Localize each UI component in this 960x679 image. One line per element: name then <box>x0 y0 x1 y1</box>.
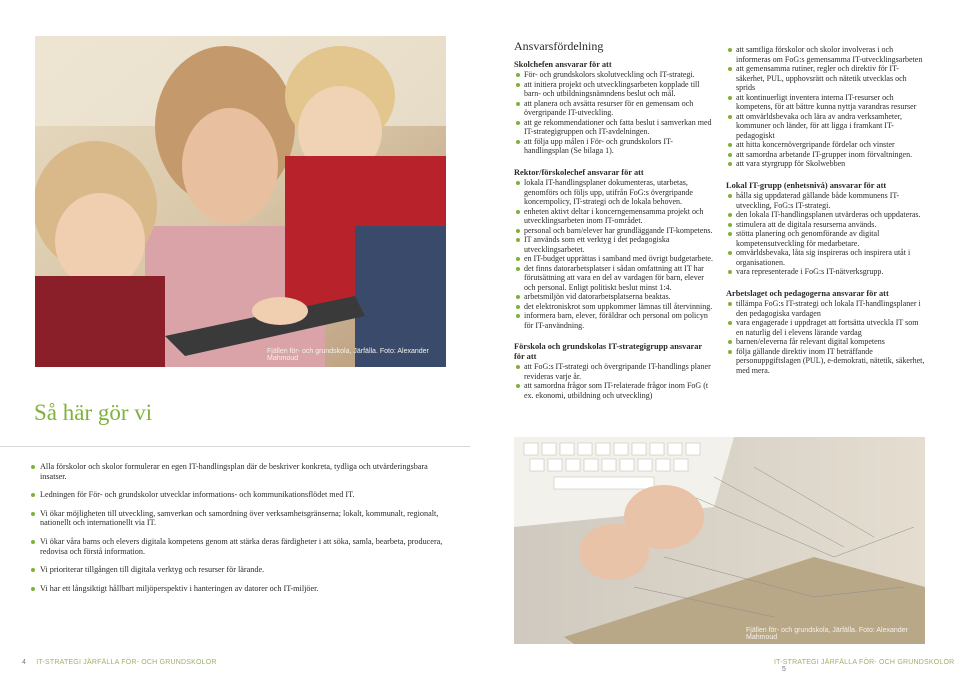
section-heading: Ansvarsfördelning <box>514 39 604 53</box>
list-item: personal och barn/elever har grundläggande IT-kompetens. <box>514 226 714 236</box>
list-item: att gemensamma rutiner, regler och direktiv för IT-säkerhet, PUL, upphovsrätt och nätetik utvecklas och sprids <box>726 64 926 93</box>
list-item: en IT-budget upprättas i samband med övrigt budgetarbete. <box>514 254 714 264</box>
list-item: arbetsmiljön vid datorarbetsplatserna beaktas. <box>514 292 714 302</box>
list-item: hålla sig uppdaterad gällande både kommunens IT-utveckling, FoG:s IT-strategi. <box>726 191 926 210</box>
responsibility-column-1 <box>514 39 714 400</box>
divider <box>0 446 470 447</box>
list-item: stimulera att de digitala resurserna används. <box>726 220 926 230</box>
list-item: det elektroniskrot som uppkommer lämnas till återvinning. <box>514 302 714 312</box>
list-item: att samordna arbetande IT-grupper inom förvaltningen. <box>726 150 926 160</box>
list-item: vara representerade i FoG:s IT-nätverksgrupp. <box>726 267 926 277</box>
list-item: att följa upp målen i För- och grundskolors IT-handlingsplan (Se bilaga 1). <box>514 137 714 156</box>
list-item: tillämpa FoG:s IT-strategi och lokala IT-handlingsplaner i den pedagogiska vardagen <box>726 299 926 318</box>
group-title: Rektor/förskolechef ansvarar för att <box>514 167 644 177</box>
list-item: enheten aktivt deltar i koncerngemensamma projekt och utvecklingsarbeten inom IT-området. <box>514 207 714 226</box>
page-number: 5 <box>782 666 787 673</box>
group-title: Förskola och grundskolas IT-strategigrupp ansvarar för att <box>514 342 702 361</box>
list-item: För- och grundskolors skolutveckling och IT-strategi. <box>514 70 714 80</box>
list-item: att ge rekommendationer och fatta beslut i samverkan med IT-strategigruppen och IT-avdelningen. <box>514 118 714 137</box>
footer-left <box>22 659 217 666</box>
list-item: att samtliga förskolor och skolor involveras i och informeras om FoG:s gemensamma IT-utvecklingsarbeten <box>726 45 926 64</box>
list-item: IT används som ett verktyg i det pedagogiska utvecklingsarbetet. <box>514 235 714 254</box>
list-item: Vi ökar möjligheten till utveckling, samverkan och samordning över verksamhetsgränserna; lokalt, kommunalt, regionalt, nationellt och internationellt via IT. <box>30 509 450 528</box>
list-item: följa gällande direktiv inom IT beträffande personuppgiftslagen (PUL), e-demokrati, nätetik, säkerhet, med mera. <box>726 347 926 376</box>
photo-caption: Fjällen för- och grundskola, Järfälla. Foto: Alexander Mahmoud <box>267 348 429 362</box>
summary-list <box>30 462 450 602</box>
footer-text: IT-STRATEGI JÄRFÄLLA FÖR- OCH GRUNDSKOLOR <box>36 659 217 666</box>
list-item: Vi prioriterar tillgången till digitala verktyg och resurser för lärande. <box>30 565 450 575</box>
list-item: att omvärldsbevaka och lära av andra verksamheter, kommuner och länder, för att ligga i framkant IT-pedagogiskt <box>726 112 926 141</box>
list-item: att hitta koncernövergripande fördelar och vinster <box>726 140 926 150</box>
group-title: Skolchefen ansvarar för att <box>514 59 612 69</box>
photo-keyboard-drawing <box>514 437 925 644</box>
group-title: Lokal IT-grupp (enhetsnivå) ansvarar för att <box>726 180 887 190</box>
list-item: Alla förskolor och skolor formulerar en egen IT-handlingsplan där de beskriver konkreta, tydliga och utvärderingsbara insatser. <box>30 462 450 481</box>
list-item: barnen/eleverna får relevant digital kompetens <box>726 337 926 347</box>
photo-children-tablet <box>35 36 446 367</box>
list-item: att planera och avsätta resurser för en gemensam och övergripande IT-utveckling. <box>514 99 714 118</box>
list-item: Ledningen för För- och grundskolor utvecklar informations- och kommunikationsflödet med IT. <box>30 490 450 500</box>
list-item: att initiera projekt och utvecklingsarbeten kopplade till barn- och utbildningsnämndens beslut och mål. <box>514 80 714 99</box>
page-number: 4 <box>22 659 27 666</box>
list-item: att vara styrgrupp för Skolwebben <box>726 159 926 169</box>
group-title: Arbetslaget och pedagogerna ansvarar för att <box>726 288 889 298</box>
footer-text: IT-STRATEGI JÄRFÄLLA FÖR- OCH GRUNDSKOLOR <box>774 659 955 666</box>
list-item: lokala IT-handlingsplaner dokumenteras, utarbetas, genomförs och följs upp, utifrån FoG:s övergripande koncernpolicy, IT-strategi och de lokala behoven. <box>514 178 714 207</box>
list-item: att samordna frågor som IT-relaterade frågor inom FoG (t ex. ekonomi, utbildning och utveckling) <box>514 381 714 400</box>
list-item: Vi ökar våra barns och elevers digitala kompetens genom att stärka deras färdigheter i att söka, samla, bearbeta, producera, redovisa och förstå information. <box>30 537 450 556</box>
responsibility-column-2 <box>726 45 926 375</box>
footer-right <box>774 659 960 673</box>
list-item: informera barn, elever, föräldrar och personal om policyn för IT-användning. <box>514 311 714 330</box>
list-item: Vi har ett långsiktigt hållbart miljöperspektiv i hanteringen av datorer och IT-miljöer. <box>30 584 450 594</box>
list-item: att kontinuerligt inventera interna IT-resurser och kompetens, för att bättre kunna nyttja varandras resurser <box>726 93 926 112</box>
photo-caption: Fjällen för- och grundskola, Järfälla. Foto: Alexander Mahmoud <box>746 627 908 641</box>
page-title: Så här gör vi <box>34 400 153 425</box>
list-item: det finns datorarbetsplatser i sådan omfattning att IT har förutsättning att vara en del av vardagen för barn, elever och personal. Enligt politiskt beslut minst 1:4. <box>514 264 714 293</box>
list-item: stötta planering och genomförande av digital kompetensutveckling för medarbetare. <box>726 229 926 248</box>
list-item: omvärldsbevaka, låta sig inspireras och inspirera utåt i organisationen. <box>726 248 926 267</box>
list-item: vara engagerade i uppdraget att fortsätta utveckla IT som en naturlig del i elevens lärande vardag <box>726 318 926 337</box>
list-item: den lokala IT-handlingsplanen utvärderas och uppdateras. <box>726 210 926 220</box>
list-item: att FoG:s IT-strategi och övergripande IT-handlings planer revideras varje år. <box>514 362 714 381</box>
